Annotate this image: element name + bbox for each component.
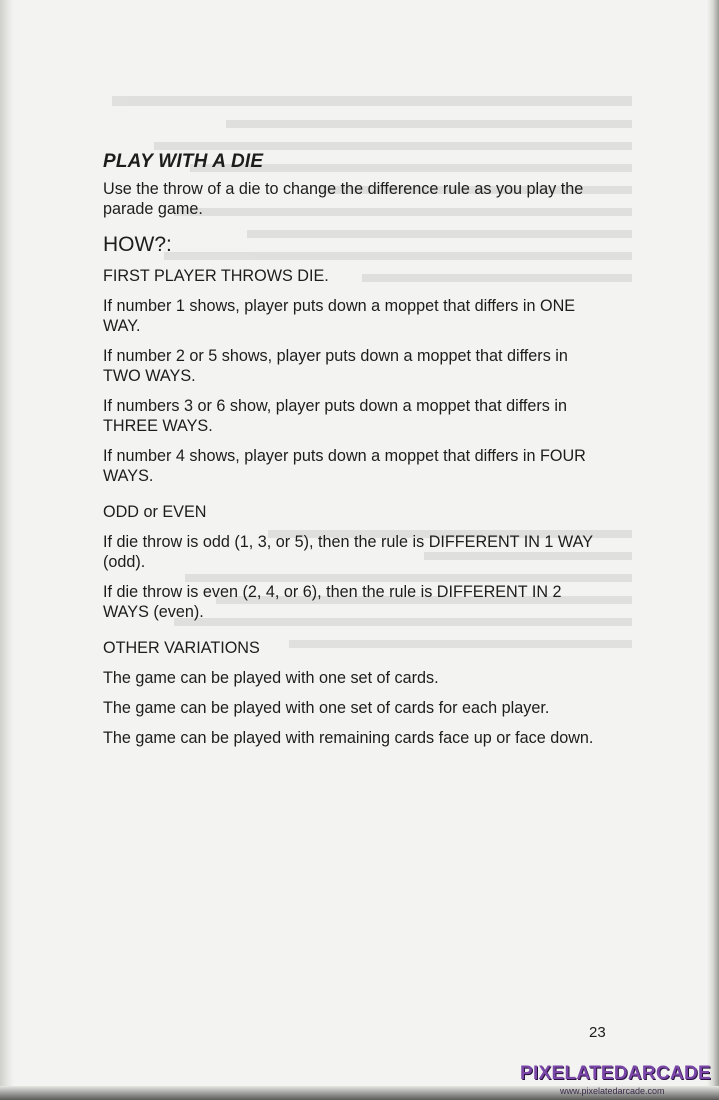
first-player-instruction: FIRST PLAYER THROWS DIE. [103,267,329,285]
page-content [103,150,603,758]
variation-set-per-player: The game can be played with one set of cards for each player. [103,699,550,717]
page-number: 23 [589,1024,606,1041]
odd-even-heading: ODD or EVEN [103,503,207,521]
rule-two-ways: If number 2 or 5 shows, player puts down a moppet that differs in TWO WAYS. [103,347,568,385]
section-title: PLAY WITH A DIE [103,151,264,172]
variation-one-set: The game can be played with one set of cards. [103,669,439,687]
rule-one-way: If number 1 shows, player puts down a moppet that differs in ONE WAY. [103,297,576,335]
even-rule: If die throw is even (2, 4, or 6), then the rule is DIFFERENT IN 2 WAYS (even). [103,583,562,621]
watermark-logo: PIXELATEDARCADE [520,1063,711,1084]
odd-rule: If die throw is odd (1, 3, or 5), then the rule is DIFFERENT IN 1 WAY (odd). [103,533,593,571]
watermark-url: www.pixelatedarcade.com [560,1086,665,1096]
intro-paragraph: Use the throw of a die to change the difference rule as you play the parade game. [103,180,584,218]
variation-face-up-down: The game can be played with remaining cards face up or face down. [103,729,594,747]
page-spine-shadow [0,0,14,1100]
variations-heading: OTHER VARIATIONS [103,639,260,657]
rule-three-ways: If numbers 3 or 6 show, player puts down a moppet that differs in THREE WAYS. [103,397,567,435]
how-heading: HOW?: [103,233,172,256]
page-right-edge [707,0,719,1100]
rule-four-ways: If number 4 shows, player puts down a moppet that differs in FOUR WAYS. [103,447,586,485]
